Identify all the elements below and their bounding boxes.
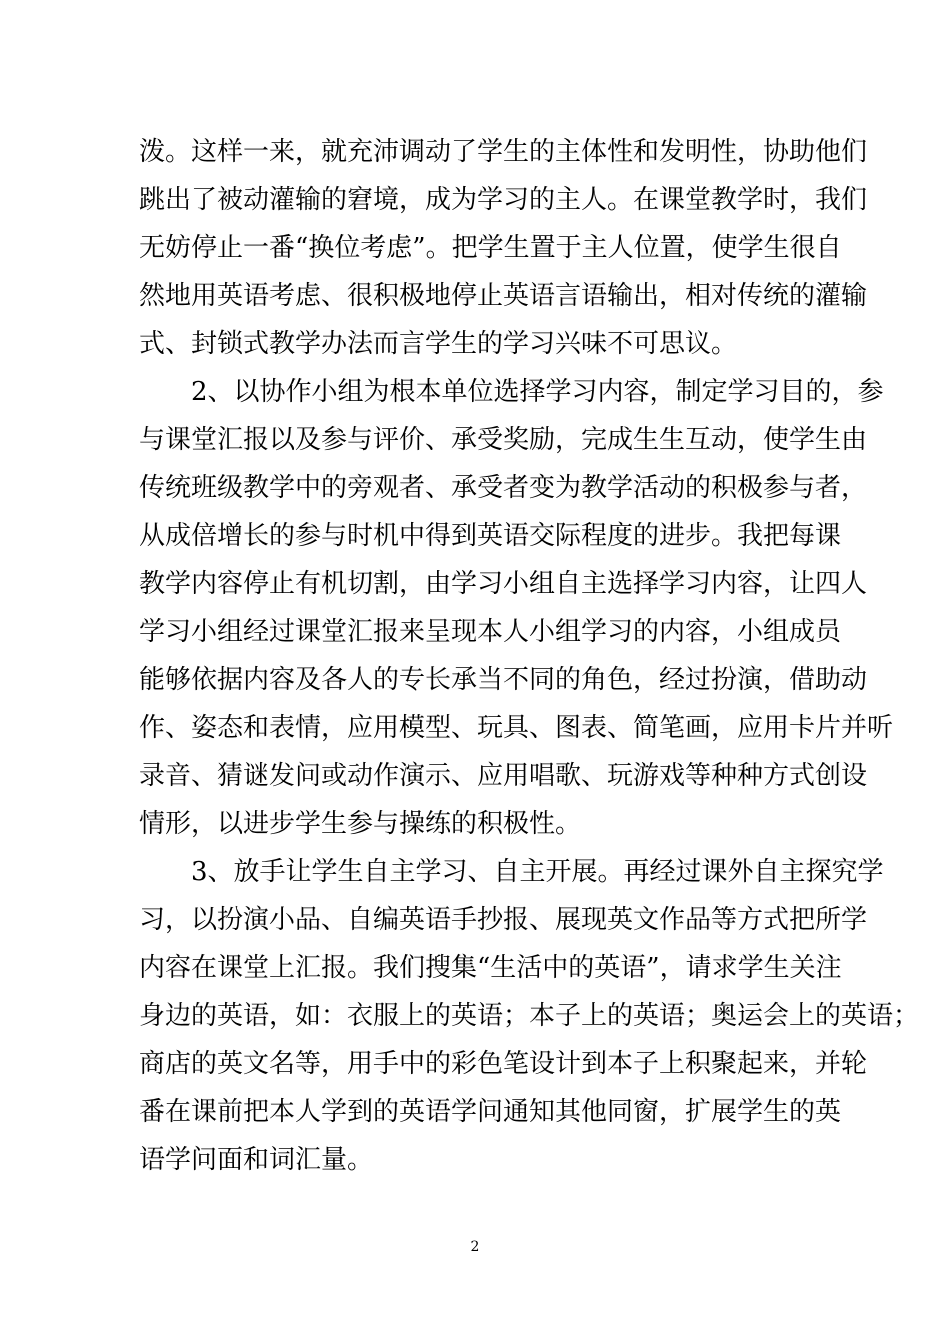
page-number: 2	[470, 1239, 480, 1255]
text-line: 无妨停止一番“换位考虑”。把学生置于主人位置，使学生很自	[139, 233, 842, 263]
text-line: 番在课前把本人学到的英语学问通知其他同窗，扩展学生的英	[139, 1097, 842, 1127]
text-line: 跳出了被动灌输的窘境，成为学习的主人。在课堂教学时，我们	[139, 185, 868, 215]
paragraph-1	[139, 128, 868, 368]
text-line: 语学问面和词汇量。	[139, 1145, 374, 1175]
body-text	[139, 128, 920, 1184]
text-line: 从成倍增长的参与时机中得到英语交际程度的进步。我把每课	[139, 521, 842, 551]
text-line: 2、以协作小组为根本单位选择学习内容，制定学习目的，参	[191, 377, 884, 407]
text-line: 泼。这样一来，就充沛调动了学生的主体性和发明性，协助他们	[139, 137, 868, 167]
text-line: 习，以扮演小品、自编英语手抄报、展现英文作品等方式把所学	[139, 905, 868, 935]
text-line: 学习小组经过课堂汇报来呈现本人小组学习的内容，小组成员	[139, 617, 842, 647]
text-line: 与课堂汇报以及参与评价、承受奖励，完成生生互动，使学生由	[139, 425, 868, 455]
text-line: 内容在课堂上汇报。我们搜集“生活中的英语”，请求学生关注	[139, 953, 842, 983]
text-line: 录音、猜谜发问或动作演示、应用唱歌、玩游戏等种种方式创设	[139, 761, 868, 791]
text-line: 身边的英语，如：衣服上的英语；本子上的英语；奥运会上的英语；	[139, 1001, 920, 1031]
paragraph-2	[139, 368, 894, 848]
paragraph-3	[139, 848, 920, 1184]
text-line: 情形，以进步学生参与操练的积极性。	[139, 809, 582, 839]
text-line: 能够依据内容及各人的专长承当不同的角色，经过扮演，借助动	[139, 665, 868, 695]
text-line: 式、封锁式教学办法而言学生的学习兴味不可思议。	[139, 329, 738, 359]
text-line: 然地用英语考虑、很积极地停止英语言语输出，相对传统的灌输	[139, 281, 868, 311]
text-line: 3、放手让学生自主学习、自主开展。再经过课外自主探究学	[191, 857, 884, 887]
text-line: 教学内容停止有机切割，由学习小组自主选择学习内容，让四人	[139, 569, 868, 599]
text-line: 作、姿态和表情，应用模型、玩具、图表、简笔画，应用卡片并听	[139, 713, 894, 743]
text-line: 传统班级教学中的旁观者、承受者变为教学活动的积极参与者，	[139, 473, 868, 503]
text-line: 商店的英文名等，用手中的彩色笔设计到本子上积聚起来，并轮	[139, 1049, 868, 1079]
